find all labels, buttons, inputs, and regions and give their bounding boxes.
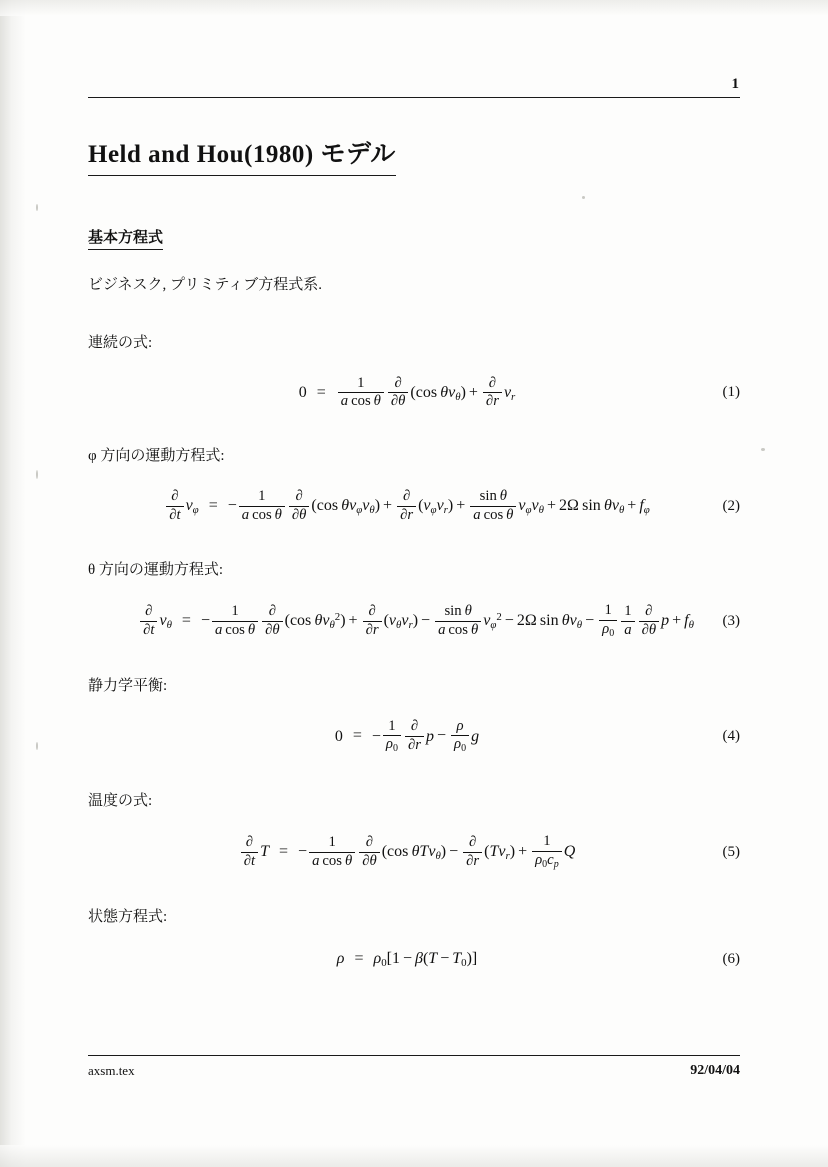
footer-rule — [88, 1055, 740, 1056]
lead-phi-momentum: φ 方向の運動方程式: — [88, 448, 225, 465]
footer-file-name: axsm.tex — [88, 1063, 135, 1078]
page-footer — [88, 1055, 740, 1079]
equation-6 — [88, 950, 740, 969]
scan-shadow-top — [0, 0, 828, 16]
scan-speck — [36, 470, 38, 479]
lead-temperature: 温度の式: — [88, 793, 153, 810]
equation-6-number: (6) — [722, 950, 740, 967]
equation-5-body: $\frac{\partial}{\partial t}$ T = − $\frac{1}{\text{a cos θ}}$ $\frac{\partial}{\partial\theta}$ (cos θTv$_\theta$) − $\frac{\partial}{\partial r}$ $(Tv_r)$ + $\frac{1}{\rho_0c_p}$ Q — [118, 834, 696, 871]
page-title: Held and Hou(1980) モデル — [88, 134, 396, 176]
lead-theta-momentum: θ 方向の運動方程式: — [88, 562, 224, 579]
lead-continuity: 連続の式: — [88, 334, 153, 351]
equation-6-body: $\rho = \rho_0[1 - \beta(T - T_0)]$ — [336, 949, 478, 969]
equation-3-body: $\frac{\partial}{\partial t}$ $v_\theta$ = − $\frac{1}{\text{a cos θ}}$ $\frac{\partial}{\partial\theta}$ (cos $\theta v_\theta^2$) + $\frac{\partial}{\partial r}$ $(v_\theta v_r)$ − $\frac{\text{sin θ}}{\text{a cos θ}}$ $v_\varphi^2 - 2\Omega$ $\sin \theta v_\theta$ − $\frac{1}{\rho_0}$ $\frac{1}{a}$ $\frac{\partial}{\partial\theta}$ $p + f_\theta$ — [118, 603, 714, 640]
equation-3-number: (3) — [722, 612, 740, 629]
scan-shadow-bottom — [0, 1145, 828, 1167]
equation-4-number: (4) — [722, 728, 740, 745]
footer-date: 92/04/04 — [690, 1063, 740, 1078]
equation-1 — [88, 376, 740, 411]
equation-3 — [88, 603, 740, 640]
equation-1-number: (1) — [722, 384, 740, 401]
scan-speck — [761, 448, 765, 451]
equation-4 — [88, 719, 740, 756]
scan-speck — [36, 742, 38, 750]
lead-state: 状態方程式: — [88, 908, 168, 925]
equation-2-body: $\frac{\partial}{\partial t}$ $v_\varphi$ = − $\frac{1}{\text{a cos θ}}$ $\frac{\partial}{\partial\theta}$ (cos $\theta v_\varphi v_\theta$) + $\frac{\partial}{\partial r}$ $(v_\varphi v_r)$ + $\frac{\text{sin θ}}{\text{a cos θ}}$ $v_\varphi v_\theta + 2\Omega$ $\sin \theta v_\theta + f_\varphi$ — [118, 489, 696, 524]
equation-4-body: 0 = − $\frac{1}{\rho_0}$ $\frac{\partial}{\partial r}$ p − $\frac{\rho}{\rho_0}$ g — [334, 717, 480, 755]
equation-2 — [88, 489, 740, 524]
equation-2-number: (2) — [722, 498, 740, 515]
equation-5 — [88, 834, 740, 871]
equation-1-body: 0 = $\frac{1}{\text{a cos θ}}$ $\frac{\partial}{\partial\theta}$ (cos $\theta v_\theta$) + $\frac{\partial}{\partial r}$ $v_r$ — [298, 374, 516, 410]
page-content — [88, 76, 740, 973]
scan-shadow-left — [0, 0, 26, 1167]
intro-paragraph: ビジネスク, プリミティブ方程式系. — [88, 277, 323, 293]
equation-5-number: (5) — [722, 843, 740, 860]
section-heading: 基本方程式 — [88, 226, 163, 250]
lead-hydrostatic: 静力学平衡: — [88, 677, 168, 694]
page-number: 1 — [731, 76, 739, 92]
scan-speck — [36, 204, 38, 211]
